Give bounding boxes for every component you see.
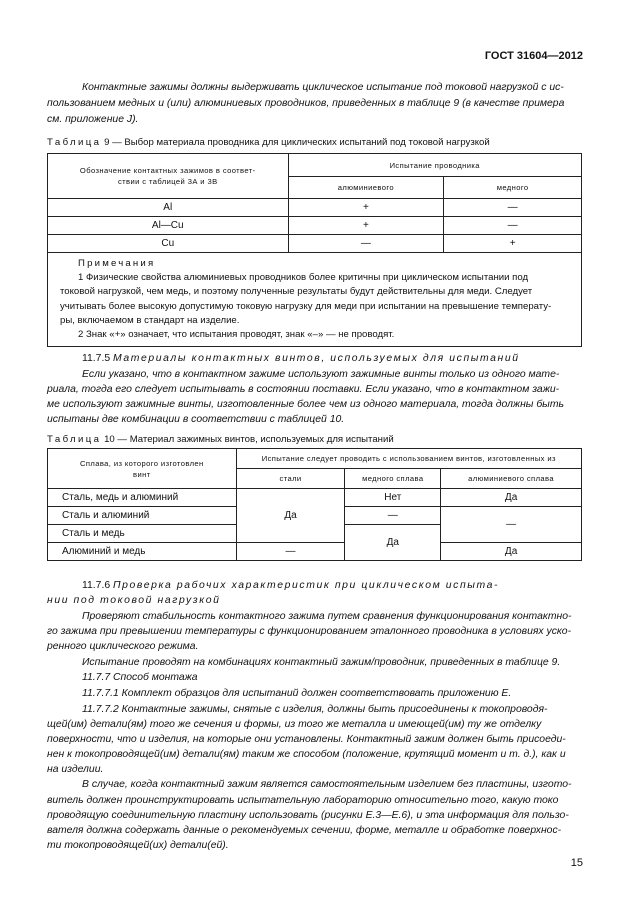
section-11-7-6-heading: 11.7.6 Проверка рабочих характеристик при циклическом испыта- bbox=[82, 580, 500, 591]
table10-head-alloy: Сплава, из которого изготовлен винт bbox=[48, 449, 237, 489]
table9-row-copper: — bbox=[444, 199, 582, 217]
s11771: 11.7.7.1 Комплект образцов для испытаний должен соответствовать приложению Е. bbox=[82, 688, 512, 699]
table9-row-copper: — bbox=[444, 217, 582, 235]
note-1-line-3: учитывать более высокую допустимую токовую нагрузку для меди при испытании на превышение температу- bbox=[60, 300, 552, 312]
table9-notes bbox=[48, 253, 582, 347]
table10-head-copper-alloy: медного сплава bbox=[345, 469, 441, 489]
section-11-7-5-heading: 11.7.5 Материалы контактных винтов, используемых для испытаний bbox=[82, 353, 520, 364]
table10-caption bbox=[47, 434, 394, 445]
table9-row-name: Al bbox=[48, 199, 289, 217]
table10-caption-label: Таблица bbox=[47, 434, 102, 445]
table9-row-aluminium: + bbox=[288, 199, 444, 217]
table10-row-name: Сталь и медь bbox=[48, 525, 237, 543]
table9-head-aluminium: алюминиевого bbox=[288, 177, 444, 199]
table10-steel-merged: Да bbox=[236, 489, 345, 543]
s1176-p1-line-2: го зажима при превышении температуры с функционированием эталонного проводника в условиях уско- bbox=[47, 626, 572, 637]
s1177-p-line-1: В случае, когда контактный зажим является самостоятельным изделием без пластины, изгото- bbox=[82, 779, 572, 790]
table10-head-group: Испытание следует проводить с использованием винтов, изготовленных из bbox=[236, 449, 581, 469]
table9-row-copper: + bbox=[444, 235, 582, 253]
table10-copper-merged: Да bbox=[345, 525, 441, 561]
s1176-p2: Испытание проводят на комбинациях контактный зажим/проводник, приведенных в таблице 9. bbox=[82, 657, 561, 668]
s1176-title-line-2: нии под токовой нагрузкой bbox=[47, 595, 221, 606]
table9-row-aluminium: — bbox=[288, 235, 444, 253]
table-9 bbox=[47, 153, 582, 347]
table9-head-designation: Обозначение контактных зажимов в соответ- ствии с таблицей 3А и 3В bbox=[48, 154, 289, 199]
table-row bbox=[48, 543, 582, 561]
section-11-7-7-heading: 11.7.7 Способ монтажа bbox=[82, 672, 198, 683]
note-2: 2 Знак «+» означает, что испытания проводят, знак «–» — не проводят. bbox=[78, 329, 395, 341]
s11772-line-2: щей(им) детали(ям) того же сечения и формы, из того же металла и имеющей(им) ту же отделку bbox=[47, 719, 542, 730]
table10-caption-text: 10 — Материал зажимных винтов, используемых для испытаний bbox=[104, 434, 394, 445]
table-row bbox=[48, 199, 582, 217]
table9-row-aluminium: + bbox=[288, 217, 444, 235]
table10-alu-cell: Да bbox=[441, 489, 582, 507]
table9-row-name: Cu bbox=[48, 235, 289, 253]
table10-row-name: Алюминий и медь bbox=[48, 543, 237, 561]
table10-head-steel: стали bbox=[236, 469, 345, 489]
s1175-line-3: ме используют зажимные винты, изготовленные более чем из одного материала, тогда должны быть bbox=[47, 399, 564, 410]
note-1-line-4: ры, включаемом в стандарт на изделие. bbox=[60, 314, 240, 326]
s1175-line-2: риала, тогда его следует испытывать в состоянии поставки. Если указано, что в контактном зажи- bbox=[47, 384, 560, 395]
table-10 bbox=[47, 448, 582, 561]
s1177-p-line-2: витель должен проинструктировать испытательную лабораторию относительно того, какую токо bbox=[47, 795, 559, 806]
table9-row-name: Al—Cu bbox=[48, 217, 289, 235]
intro-line-2: пользованием медных и (или) алюминиевых проводников, приведенных в таблице 9 (в качестве примера bbox=[47, 98, 565, 109]
s11772-line-4: нен к токопроводящей(им) детали(ям) таким же способом (положение, крутящий момент и т. д.), как и bbox=[47, 749, 566, 760]
table10-head-aluminium-alloy: алюминиевого сплава bbox=[441, 469, 582, 489]
table9-head-conductor-test: Испытание проводника bbox=[288, 154, 581, 177]
intro-line-1: Контактные зажимы должны выдерживать циклическое испытание под токовой нагрузкой с ис- bbox=[82, 82, 564, 93]
note-1-line-1: 1 Физические свойства алюминиевых проводников более критичны при циклическом испытании под bbox=[78, 272, 529, 284]
table-row bbox=[48, 235, 582, 253]
table10-copper-cell: — bbox=[345, 507, 441, 525]
table10-alu-cell: Да bbox=[441, 543, 582, 561]
s11772-line-1: 11.7.7.2 Контактные зажимы, снятые с изделия, должны быть присоединены к токопроводя- bbox=[82, 704, 548, 715]
notes-title: Примечания bbox=[78, 258, 156, 269]
table-row bbox=[48, 217, 582, 235]
table10-alu-merged: — bbox=[441, 507, 582, 543]
s11772-line-5: на изделии. bbox=[47, 764, 104, 775]
s1175-line-1: Если указано, что в контактном зажиме используют зажимные винты только из одного мате- bbox=[82, 369, 560, 380]
page-number: 15 bbox=[570, 857, 583, 869]
table9-caption-text: 9 — Выбор материала проводника для циклических испытаний под токовой нагрузкой bbox=[104, 137, 490, 148]
table10-row-name: Сталь и алюминий bbox=[48, 507, 237, 525]
table-row bbox=[48, 489, 582, 507]
table10-copper-cell: Нет bbox=[345, 489, 441, 507]
s1177-p-line-3: проводящую соединительную пластину использовать (рисунки Е.3—Е.6), и эта информация для пользо- bbox=[47, 810, 569, 821]
table10-steel-cell: — bbox=[236, 543, 345, 561]
standard-header: ГОСТ 31604—2012 bbox=[484, 50, 583, 62]
s1176-p1-line-1: Проверяют стабильность контактного зажима путем сравнения функционирования контактно- bbox=[82, 611, 572, 622]
s1177-p-line-4: вателя должна содержать данные о рекомендуемых сечении, форме, металле и обработке поверхнос- bbox=[47, 825, 562, 836]
table9-head-copper: медного bbox=[444, 177, 582, 199]
s1175-line-4: испытаны две комбинации в соответствии с таблицей 10. bbox=[47, 414, 345, 425]
intro-line-3: см. приложение J). bbox=[47, 114, 139, 125]
s11772-line-3: поверхности, что и изделия, на которые они установлены. Контактный зажим должен быть присоеди- bbox=[47, 734, 566, 745]
s1177-p-line-5: ти токопроводящей(их) детали(ей). bbox=[47, 840, 229, 851]
table9-caption-label: Таблица bbox=[47, 137, 102, 148]
note-1-line-2: токовой нагрузкой, чем медь, и поэтому полученные результаты будут действительны для меди. Следует bbox=[60, 286, 533, 298]
table9-caption bbox=[47, 137, 490, 148]
table10-row-name: Сталь, медь и алюминий bbox=[48, 489, 237, 507]
s1176-p1-line-3: ренного циклического режима. bbox=[47, 641, 199, 652]
